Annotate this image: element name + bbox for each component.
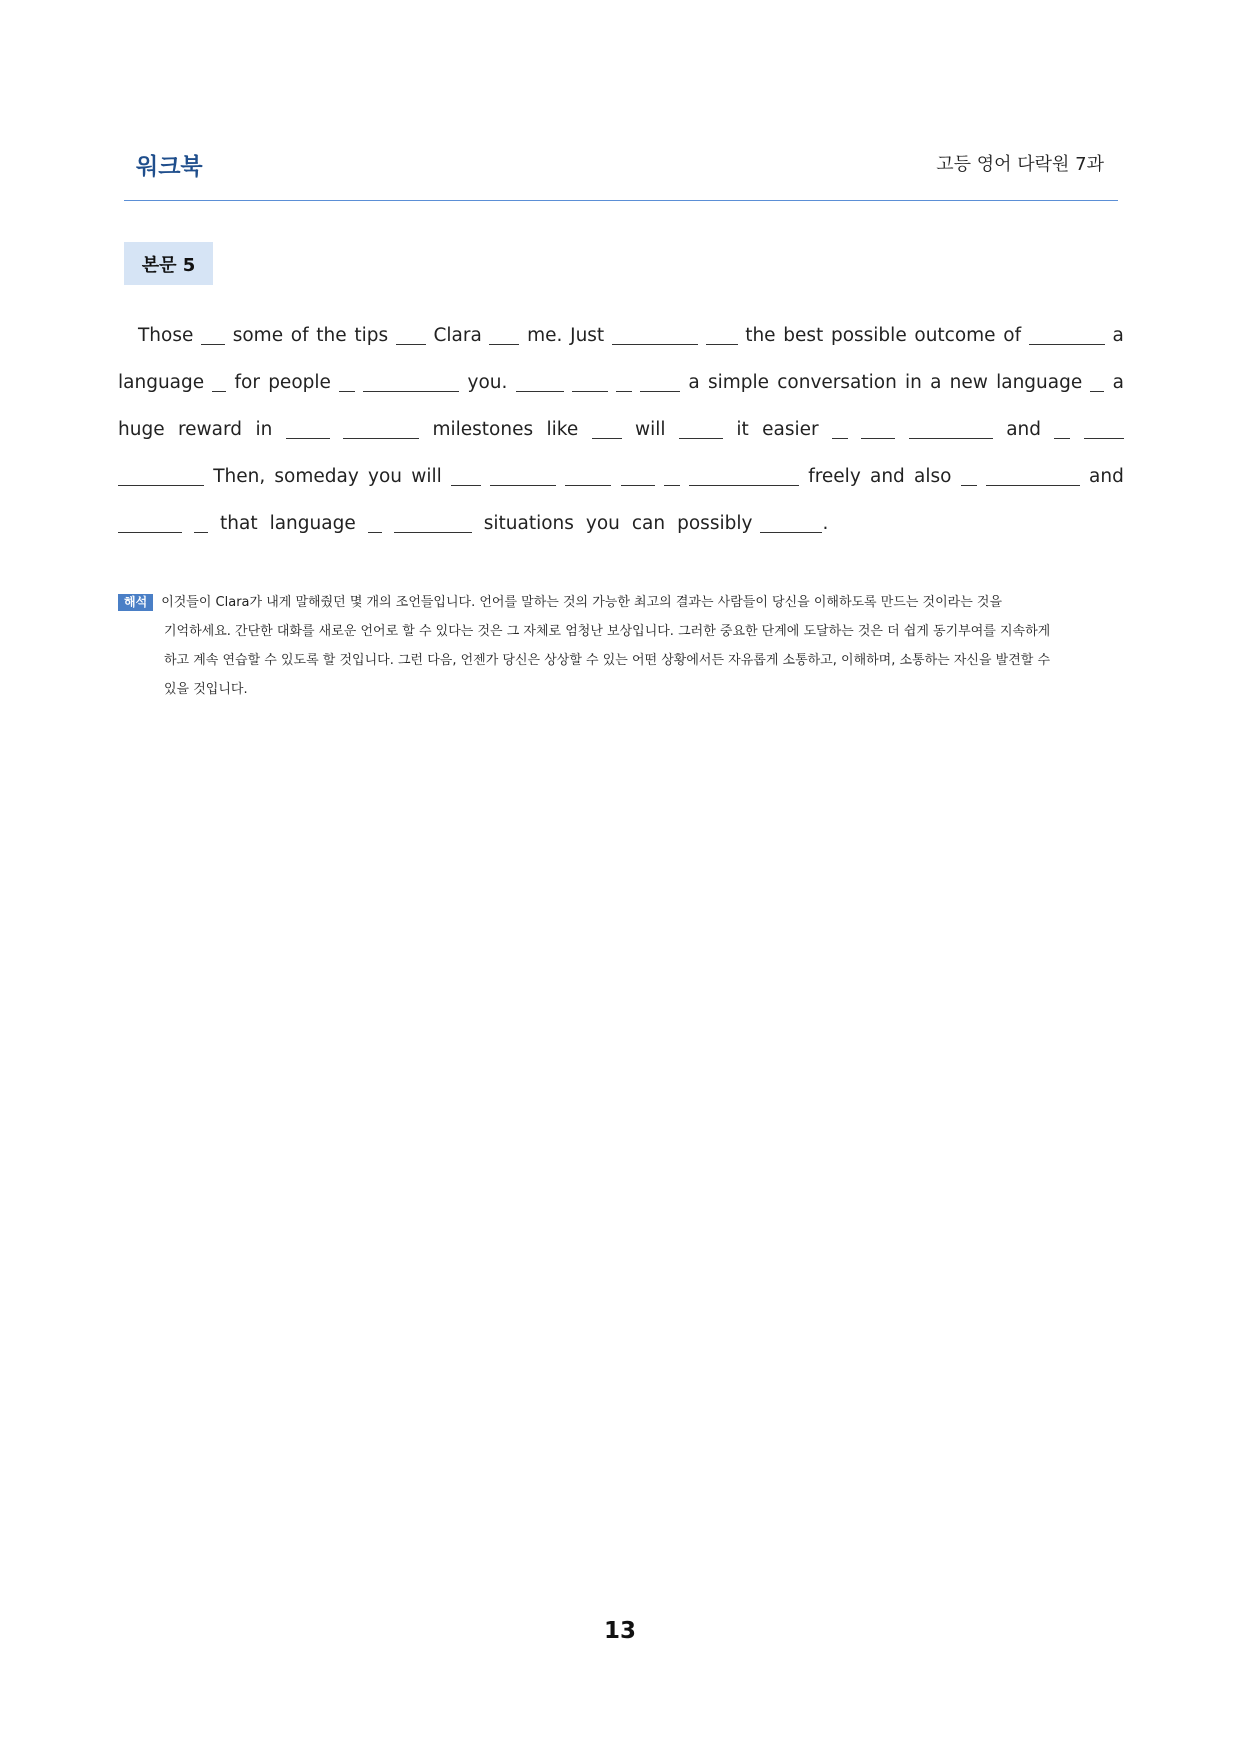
translation-badge: 해석 [118,594,153,611]
answer-blank[interactable] [689,484,799,486]
word: of [1003,325,1022,346]
word: a [1112,325,1124,346]
word: possibly [677,513,753,534]
answer-blank[interactable] [118,531,182,533]
answer-blank[interactable] [1054,437,1070,439]
answer-blank[interactable] [961,484,977,486]
translation-line-3: 하고 계속 연습할 수 있도록 할 것입니다. 그런 다음, 언젠가 당신은 상상할 수 있는 어떤 상황에서든 자유롭게 소통하고, 이해하며, 소통하는 자신을 발견할 수 [164,653,1051,668]
passage-line-4 [118,453,1124,500]
word: for [234,372,260,393]
word: Clara [433,325,482,346]
answer-blank[interactable] [832,437,848,439]
answer-blank[interactable] [572,390,608,392]
word: new [949,372,988,393]
word: you. [467,372,508,393]
answer-blank[interactable] [592,437,622,439]
section-badge: 본문 5 [124,242,213,285]
answer-blank[interactable] [201,343,225,345]
word: the [316,325,347,346]
word: in [255,419,273,440]
word: that [220,513,258,534]
word: huge [118,419,165,440]
passage-line-1 [118,312,1124,359]
answer-blank[interactable] [286,437,330,439]
final-blank-group [760,500,828,547]
word: you [368,466,403,487]
word: like [546,419,579,440]
answer-blank[interactable] [394,531,472,533]
period: . [822,513,829,534]
word: Then, [213,466,266,487]
answer-blank[interactable] [490,484,556,486]
word: someday [274,466,359,487]
word: will [635,419,666,440]
answer-blank[interactable] [621,484,655,486]
translation-text: 이것들이 Clara가 내게 말해줬던 몇 개의 조언들입니다. 언어를 말하는 것의 가능한 최고의 결과는 사람들이 당신을 이해하도록 만드는 것이라는 것을 [161,595,1003,610]
fill-in-passage [118,312,1124,547]
word: Those [138,325,194,346]
answer-blank[interactable] [212,390,226,392]
word: simple [707,372,770,393]
answer-blank[interactable] [396,343,426,345]
answer-blank[interactable] [1029,343,1105,345]
answer-blank[interactable] [194,531,208,533]
word: possible [830,325,907,346]
word: can [631,513,666,534]
passage-line-3 [118,406,1124,453]
word: and [1089,466,1124,487]
answer-blank[interactable] [664,484,680,486]
word: the [745,325,776,346]
word: and [1006,419,1042,440]
word: also [914,466,952,487]
word: in [905,372,922,393]
word: freely [808,466,861,487]
answer-blank[interactable] [706,343,738,345]
answer-blank[interactable] [363,390,459,392]
answer-blank[interactable] [986,484,1080,486]
word: you [585,513,620,534]
workbook-title: 워크북 [136,154,203,180]
word: will [411,466,442,487]
header-divider [124,200,1118,201]
answer-blank[interactable] [612,343,698,345]
translation-line-2: 기억하세요. 간단한 대화를 새로운 언어로 할 수 있다는 것은 그 자체로 엄청난 보상입니다. 그러한 중요한 단계에 도달하는 것은 더 쉽게 동기부여를 지속하게 [164,624,1051,639]
page-number: 13 [603,1618,636,1644]
word: it [736,419,749,440]
answer-blank[interactable] [565,484,611,486]
word: reward [177,419,243,440]
answer-blank[interactable] [909,437,993,439]
word: language [996,372,1083,393]
word: easier [762,419,819,440]
answer-blank[interactable] [1090,390,1104,392]
answer-blank[interactable] [339,390,355,392]
word: best [783,325,824,346]
word: language [118,372,205,393]
word: me. [527,325,563,346]
answer-blank[interactable] [368,531,382,533]
passage-line-2 [118,359,1124,406]
translation-line-1 [118,588,1124,617]
answer-blank[interactable] [861,437,895,439]
word: and [869,466,905,487]
word: a [930,372,942,393]
translation-line-4: 있을 것입니다. [164,682,248,697]
word: tips [354,325,389,346]
answer-blank[interactable] [760,531,822,533]
word: situations [483,513,574,534]
word: milestones [432,419,534,440]
word: conversation [777,372,897,393]
word: a [1112,372,1124,393]
word: outcome [914,325,996,346]
word: people [268,372,331,393]
answer-blank[interactable] [616,390,632,392]
answer-blank[interactable] [118,484,204,486]
answer-blank[interactable] [640,390,680,392]
answer-blank[interactable] [343,437,419,439]
word: of [290,325,309,346]
course-subtitle: 고등 영어 다락원 7과 [936,154,1104,175]
answer-blank[interactable] [489,343,519,345]
word: Just [570,325,605,346]
answer-blank[interactable] [516,390,564,392]
translation-block [118,588,1124,704]
passage-line-5 [118,500,1124,547]
word: a [688,372,700,393]
answer-blank[interactable] [451,484,481,486]
word: language [269,513,356,534]
answer-blank[interactable] [679,437,723,439]
answer-blank[interactable] [1084,437,1124,439]
word: some [232,325,284,346]
